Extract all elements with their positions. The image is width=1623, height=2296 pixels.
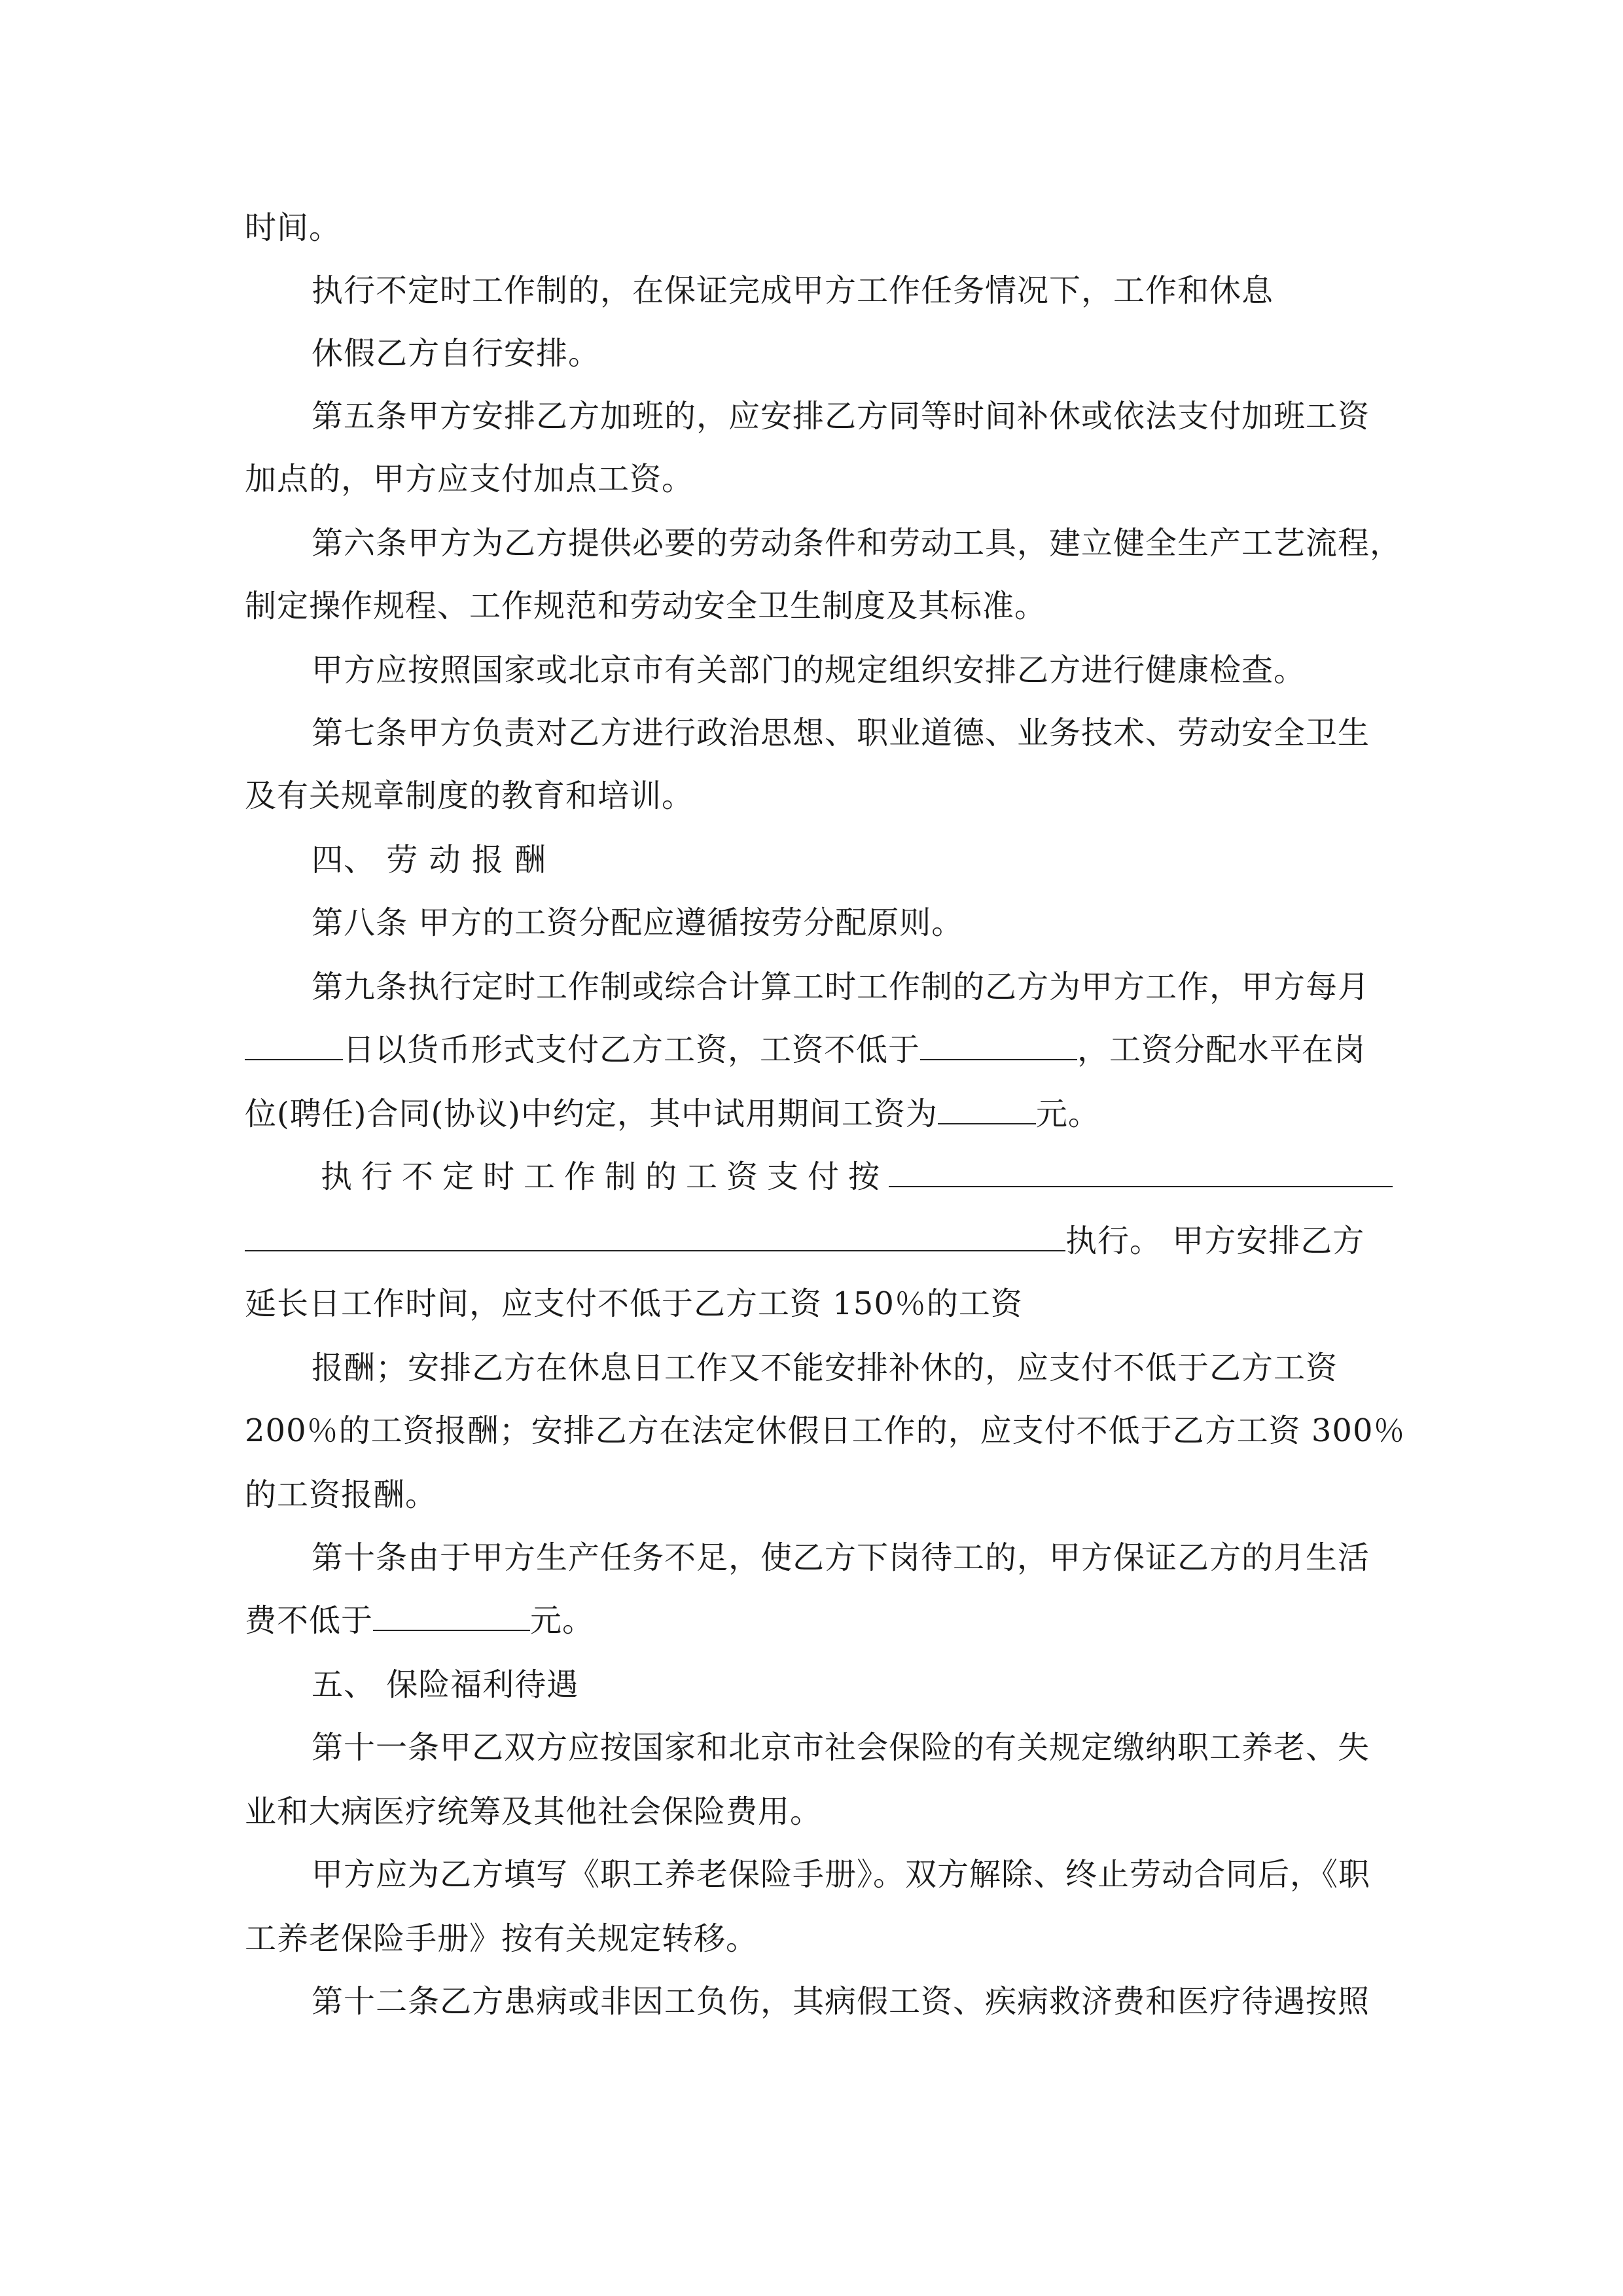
text-line: 第十条由于甲方生产任务不足，使乙方下岗待工的，甲方保证乙方的月生活 [312, 1539, 1370, 1576]
section-heading: 四、 劳 动 报 酬 [312, 842, 547, 878]
text-line: 200％的工资报酬；安排乙方在法定休假日工作的，应支付不低于乙方工资 300％ [245, 1412, 1406, 1449]
text-segment: 元。 [530, 1602, 595, 1639]
text-line-with-blanks [245, 1094, 1100, 1134]
fill-in-blank [245, 1221, 1065, 1251]
text-line: 第七条甲方负责对乙方进行政治思想、职业道德、业务技术、劳动安全卫生 [312, 715, 1370, 751]
fill-in-blank [373, 1601, 530, 1631]
text-line: 时间。 [245, 209, 342, 246]
text-line-with-blanks [245, 1030, 1366, 1069]
text-segment: 日以货币形式支付乙方工资，工资不低于 [343, 1031, 921, 1068]
text-line: 及有关规章制度的教育和培训。 [245, 778, 694, 814]
section-heading: 五、 保险福利待遇 [312, 1666, 579, 1703]
text-line: 业和大病医疗统筹及其他社会保险费用。 [245, 1793, 823, 1830]
text-segment: 执行。 甲方安排乙方 [1065, 1223, 1365, 1259]
text-line: 第十二条乙方患病或非因工负伤，其病假工资、疾病救济费和医疗待遇按照 [312, 1983, 1370, 2020]
text-line-with-blanks [245, 1221, 1364, 1261]
text-line-with-blanks [245, 1601, 594, 1640]
text-line: 甲方应按照国家或北京市有关部门的规定组织安排乙方进行健康检查。 [312, 652, 1306, 689]
text-line: 延长日工作时间，应支付不低于乙方工资 150％的工资 [245, 1285, 1023, 1322]
fill-in-blank [920, 1030, 1077, 1060]
text-line-with-blanks [321, 1157, 1393, 1196]
text-segment: ，工资分配水平在岗 [1077, 1031, 1366, 1068]
text-line: 的工资报酬。 [245, 1477, 438, 1513]
fill-in-blank [889, 1157, 1393, 1187]
text-segment: 费不低于 [245, 1602, 374, 1639]
text-segment: 执行不定时工作制的工资支付按 [321, 1158, 889, 1195]
fill-in-blank [245, 1030, 343, 1060]
text-line: 加点的，甲方应支付加点工资。 [245, 461, 694, 497]
text-line: 工养老保险手册》按有关规定转移。 [245, 1920, 758, 1957]
text-line: 第六条甲方为乙方提供必要的劳动条件和劳动工具，建立健全生产工艺流程， [312, 525, 1402, 562]
text-line: 报酬；安排乙方在休息日工作又不能安排补休的，应支付不低于乙方工资 [312, 1350, 1338, 1386]
text-line: 制定操作规程、工作规范和劳动安全卫生制度及其标准。 [245, 588, 1047, 624]
fill-in-blank [938, 1094, 1036, 1124]
text-line: 甲方应为乙方填写《职工养老保险手册》。双方解除、终止劳动合同后，《职 [312, 1856, 1371, 1893]
text-line: 执行不定时工作制的，在保证完成甲方工作任务情况下，工作和休息 [312, 272, 1274, 309]
text-line: 第九条执行定时工作制或综合计算工时工作制的乙方为甲方工作，甲方每月 [312, 969, 1370, 1005]
text-line: 休假乙方自行安排。 [312, 335, 601, 372]
text-segment: 元。 [1035, 1096, 1100, 1132]
text-line: 第八条 甲方的工资分配应遵循按劳分配原则。 [312, 905, 964, 941]
text-segment: 位(聘任)合同(协议)中约定，其中试用期间工资为 [245, 1096, 938, 1132]
text-line: 第五条甲方安排乙方加班的，应安排乙方同等时间补休或依法支付加班工资 [312, 398, 1370, 435]
text-line: 第十一条甲乙双方应按国家和北京市社会保险的有关规定缴纳职工养老、失 [312, 1729, 1370, 1766]
